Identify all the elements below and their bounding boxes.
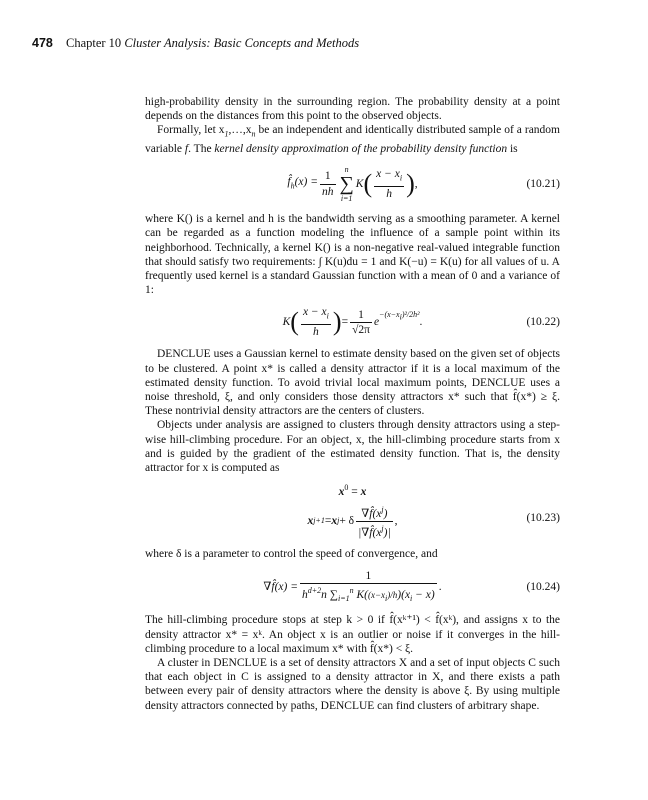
eq-number-10-21: (10.21) xyxy=(526,178,560,191)
equation-10-23 xyxy=(145,475,560,547)
equation-10-21-body: $f̂_h(x)$ = $\frac{1}{nh}$ n ∑ i=1 K ( $\frac{x - x_i}{h}$ ) , xyxy=(287,165,418,204)
chapter-title: Cluster Analysis: Basic Concepts and Methods xyxy=(124,36,360,50)
equation-10-24 xyxy=(145,561,560,613)
chapter-label: Chapter 10 xyxy=(65,36,122,50)
equation-10-22-body: K ( $\frac{x - x_i}{h}$ ) = $\frac{1}{√2\pi}$ e $^{-(x-x_i )^2/2h^2}$ . xyxy=(282,306,423,338)
page-number: 478 xyxy=(32,36,53,50)
paragraph-3: where K() is a kernel and h is the bandwidth serving as a smoothing parameter. A kernel can be regarded as a function modeling the influence of a sample point within its neighborhood. Technically, a kernel K() is a non-negative real-valued integrable function that should satisfy two requirements: ∫ K(u)du = 1 and K(−u) = K(u) for all values of u. A frequently used kernel is a standard Gaussian function with a mean of 0 and a variance of 1: xyxy=(145,213,560,297)
paragraph-2: Formally, let $x_1,\dots,x_n$ be an independent and identically distributed sample of a random variable f. The kernel density approximation of the probability density function is xyxy=(145,124,560,155)
eq-number-10-23: (10.23) xyxy=(526,512,560,525)
paragraph-8: A cluster in DENCLUE is a set of density attractors X and a set of input objects C such that each object in C is assigned to a density attractor in X, and there exists a path between every pair of density attractors where the density is above ξ. By using multiple density attractors connected by paths, DENCLUE can find clusters of arbitrary shape. xyxy=(145,656,560,712)
equation-10-24-body: ∇f̂(x) = $\frac{1}{h^{d+2}n \sum_{i=1}^n K((x-x_i)/h)(x_i - x)}$ . xyxy=(263,569,442,603)
page-header xyxy=(32,36,359,51)
paragraph-6: where δ is a parameter to control the speed of convergence, and xyxy=(145,548,438,561)
paragraph-4: DENCLUE uses a Gaussian kernel to estimate density based on the given set of objects to be clustered. A point x* is called a density attractor if it is a local maximum of the estimated density function. To avoid trivial local maximum points, DENCLUE uses a noise threshold, ξ, and only considers those density attractors x* such that f̂(x*) ≥ ξ. These nontrivial density attractors are the centers of clusters. xyxy=(145,348,560,418)
page-body xyxy=(145,95,560,713)
eq-number-10-22: (10.22) xyxy=(526,316,560,329)
equation-10-23-line2: x j+1 = x j + δ $\frac{\nabla f̂(x^j)}{|\nabla f̂(x^j)|}$ , xyxy=(307,504,398,539)
paragraph-5: Objects under analysis are assigned to clusters through density attractors using a step-wise hill-climbing procedure. For an object, x, the hill-climbing procedure starts from x and is guided by the gradient of the estimated density function. That is, the density attractor for x is computed as xyxy=(145,419,560,474)
equation-10-22 xyxy=(145,297,560,347)
eq-number-10-24: (10.24) xyxy=(526,581,560,594)
equation-10-21 xyxy=(145,156,560,212)
paragraph-7: The hill-climbing procedure stops at step k > 0 if f̂(xᵏ⁺¹) < f̂(xᵏ), and assigns x to the density attractor x* = xᵏ. An object x is an outlier or noise if it converges in the hill-climbing procedure to a local maximum x* with f̂(x*) < ξ. xyxy=(145,614,560,655)
paragraph-1: high-probability density in the surrounding region. The probability density at a point depends on the distances from this point to the observed objects. xyxy=(145,96,560,123)
equation-10-23-line1: $x^0 = x$ xyxy=(338,483,367,498)
